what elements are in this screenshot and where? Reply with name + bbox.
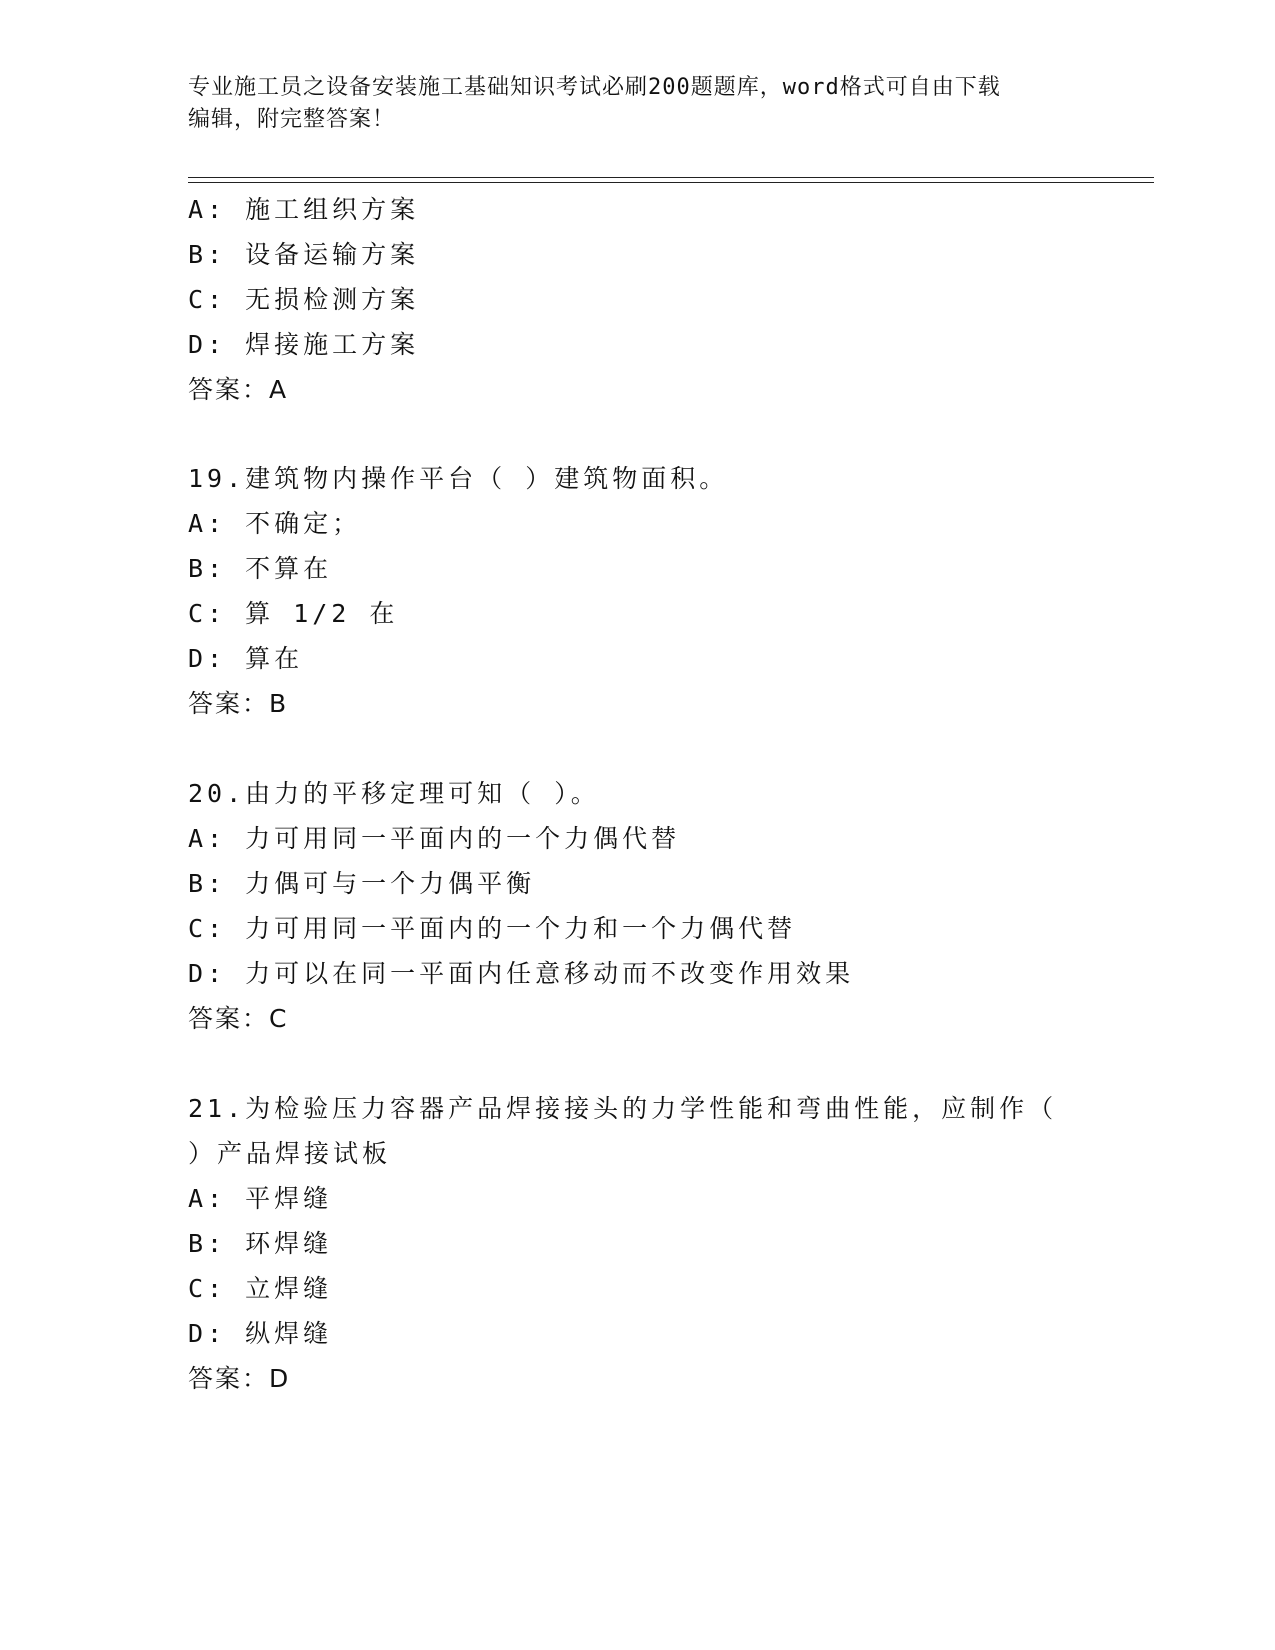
- q21-option-c: C: 立焊缝: [188, 1274, 333, 1303]
- q21-option-a: A: 平焊缝: [188, 1184, 333, 1213]
- header-divider-top: [188, 177, 1154, 178]
- q19-option-a: A: 不确定；: [188, 509, 362, 538]
- q21-stem-line-1: 21.为检验压力容器产品焊接接头的力学性能和弯曲性能，应制作（: [188, 1094, 1058, 1123]
- q19-option-c: C: 算 1/2 在: [188, 599, 399, 628]
- header-line-1: 专业施工员之设备安装施工基础知识考试必刷200题题库，word格式可自由下载: [188, 75, 1001, 100]
- q18-answer: 答案：A: [188, 375, 289, 404]
- q18-option-a: A: 施工组织方案: [188, 195, 420, 224]
- q20-option-d: D: 力可以在同一平面内任意移动而不改变作用效果: [188, 959, 855, 988]
- q20-stem: 20.由力的平移定理可知（ ）。: [188, 779, 600, 808]
- q21-option-d: D: 纵焊缝: [188, 1319, 333, 1348]
- q18-option-d: D: 焊接施工方案: [188, 330, 420, 359]
- q21-option-b: B: 环焊缝: [188, 1229, 333, 1258]
- header-line-2: 编辑，附完整答案！: [188, 107, 396, 132]
- q19-answer: 答案：B: [188, 689, 289, 718]
- q20-option-a: A: 力可用同一平面内的一个力偶代替: [188, 824, 681, 853]
- q18-option-b: B: 设备运输方案: [188, 240, 420, 269]
- q19-option-b: B: 不算在: [188, 554, 333, 583]
- q18-option-c: C: 无损检测方案: [188, 285, 420, 314]
- q20-option-c: C: 力可用同一平面内的一个力和一个力偶代替: [188, 914, 797, 943]
- q19-option-d: D: 算在: [188, 644, 304, 673]
- q20-answer: 答案：C: [188, 1004, 289, 1033]
- document-header: [188, 72, 1088, 136]
- q20-option-b: B: 力偶可与一个力偶平衡: [188, 869, 536, 898]
- q21-stem-line-2: ）产品焊接试板: [188, 1139, 392, 1168]
- header-divider-bottom: [188, 182, 1154, 183]
- q19-stem: 19.建筑物内操作平台（ ）建筑物面积。: [188, 464, 729, 493]
- q21-answer: 答案：D: [188, 1364, 291, 1393]
